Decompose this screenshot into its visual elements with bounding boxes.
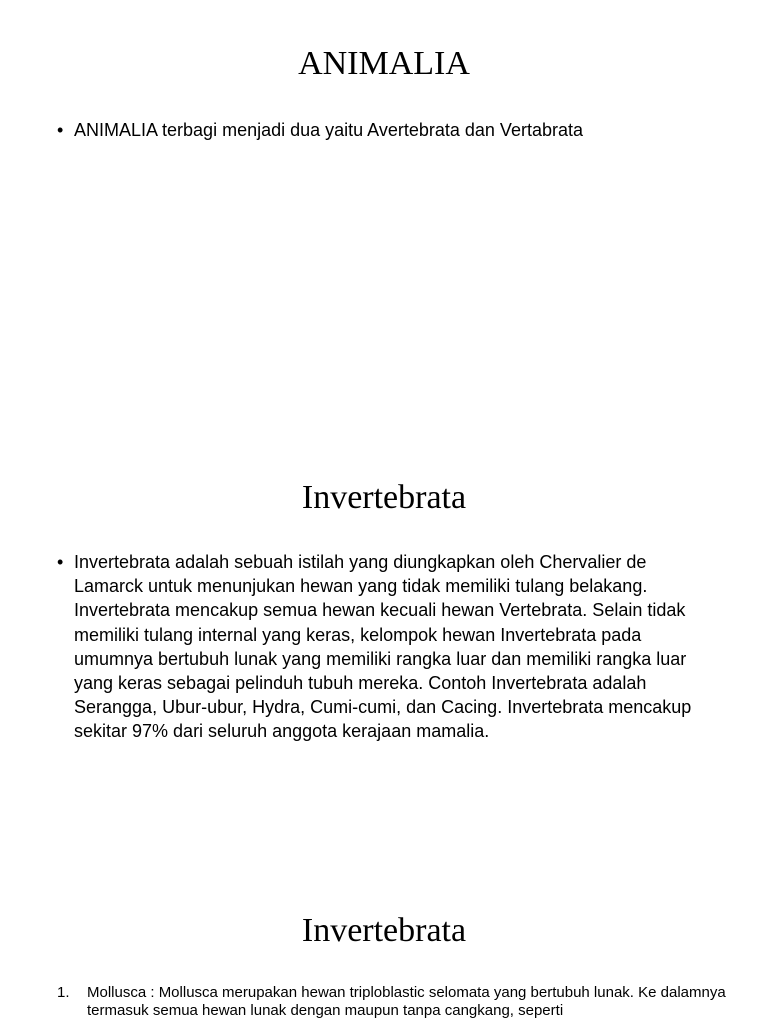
bullet-text: Invertebrata adalah sebuah istilah yang diungkapkan oleh Chervalier de Lamarck untuk menunjukan hewan yang tidak memiliki tulang belakang. Invertebrata mencakup semua hewan kecuali hewan Vertebrata. Selain tidak memiliki tulang internal yang keras, kelompok hewan Invertebrata pada umumnya bertubuh lunak yang memiliki rangka luar dan memiliki rangka luar yang keras sebagai pelinduh tubuh mereka. Contoh Invertebrata adalah Serangga, Ubur-ubur, Hydra, Cumi-cumi, dan Cacing. Invertebrata mencakup sekitar 97% dari seluruh anggota kerajaan mamalia. (74, 552, 692, 742)
bullet-icon: • (57, 552, 64, 572)
numbered-list (57, 984, 737, 1020)
list-item (57, 984, 737, 1020)
list-number: 1. (57, 984, 70, 1001)
bullet-list (57, 119, 737, 141)
slide-title: Invertebrata (301, 479, 467, 516)
slide-animalia (0, 0, 768, 440)
bullet-list (57, 550, 717, 744)
slide-title: Invertebrata (301, 912, 467, 949)
bullet-item (57, 550, 717, 744)
bullet-icon: • (57, 120, 64, 140)
bullet-text: ANIMALIA terbagi menjadi dua yaitu Avertebrata dan Vertabrata (74, 120, 583, 140)
slide-invertebrata-list (0, 880, 768, 1024)
slide-invertebrata-definition (0, 440, 768, 880)
slide-title: ANIMALIA (298, 45, 470, 82)
bullet-item (57, 119, 737, 141)
list-item-text: Mollusca : Mollusca merupakan hewan triploblastic selomata yang bertubuh lunak. Ke dalamnya termasuk semua hewan lunak dengan maupun tanpa cangkang, seperti (87, 984, 726, 1019)
